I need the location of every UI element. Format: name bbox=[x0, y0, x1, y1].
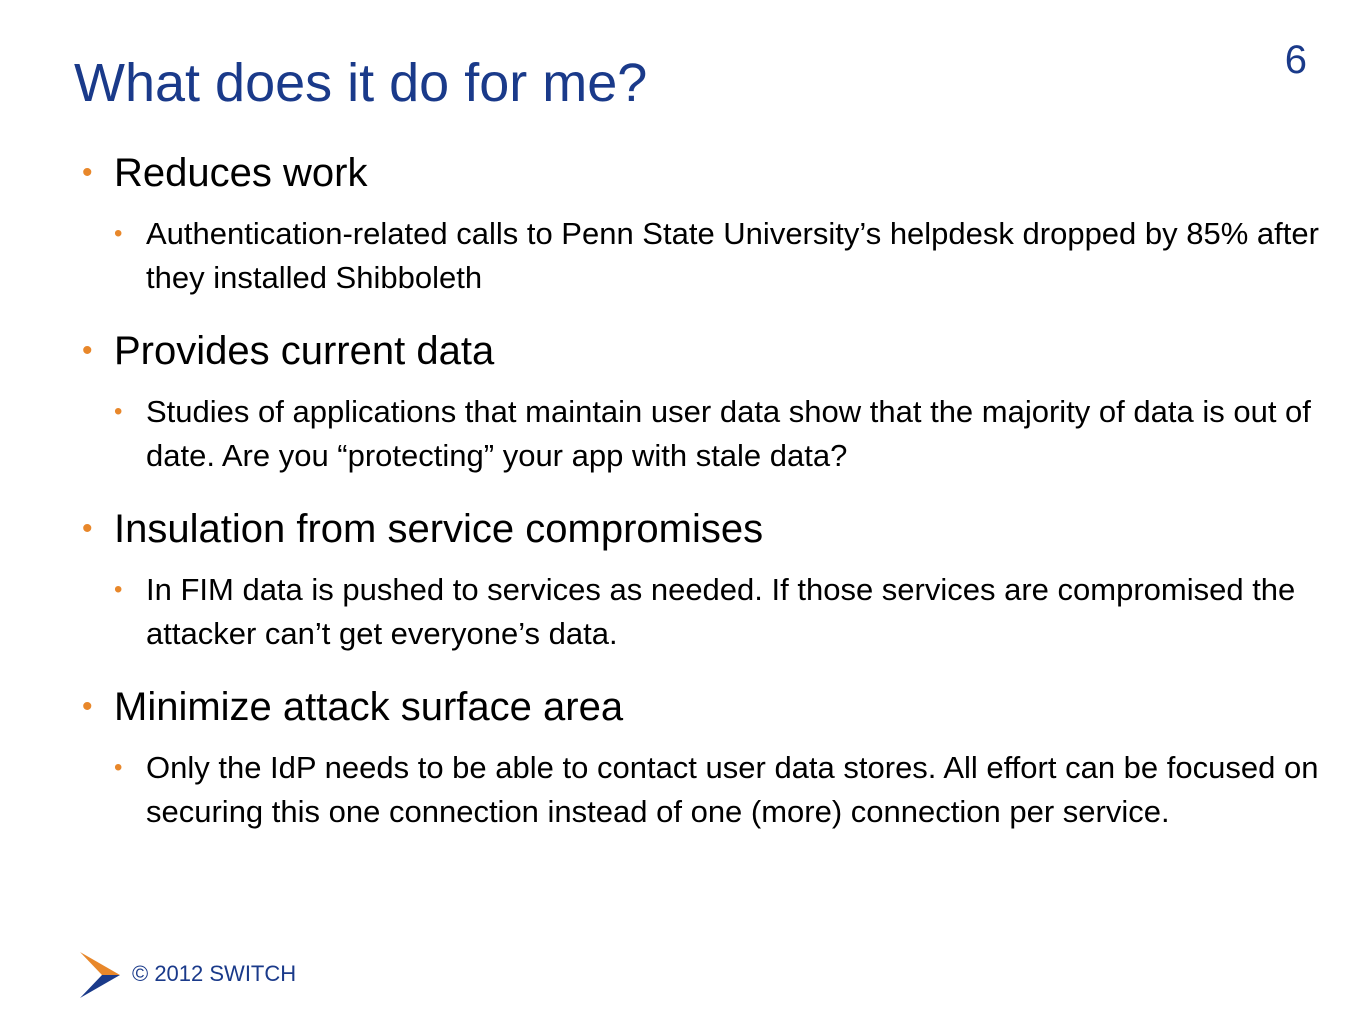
bullet-dot-icon: • bbox=[82, 512, 93, 545]
bullet-dot-icon: • bbox=[114, 398, 123, 425]
bullet-heading bbox=[82, 682, 1322, 732]
slide-number: 6 bbox=[1284, 38, 1307, 82]
slide-title: What does it do for me? bbox=[74, 53, 648, 113]
bullet-item bbox=[82, 326, 1322, 478]
bullet-detail bbox=[114, 390, 1326, 478]
bullet-heading bbox=[82, 326, 1322, 376]
bullet-dot-icon: • bbox=[114, 754, 123, 781]
bullet-dot-icon: • bbox=[82, 334, 93, 367]
bullet-heading-text: Insulation from service compromises bbox=[114, 507, 764, 551]
bullet-dot-icon: • bbox=[82, 156, 93, 189]
bullet-detail bbox=[114, 746, 1326, 834]
bullet-detail-text: Only the IdP needs to be able to contact user data stores. All effort can be focused on securing this one connection instead of one (more) connection per service. bbox=[146, 750, 1319, 829]
bullet-heading bbox=[82, 148, 1322, 198]
bullet-list bbox=[82, 148, 1322, 834]
bullet-heading bbox=[82, 504, 1322, 554]
bullet-dot-icon: • bbox=[114, 576, 123, 603]
copyright-text: © 2012 SWITCH bbox=[132, 961, 297, 986]
bullet-detail bbox=[114, 212, 1326, 300]
bullet-item bbox=[82, 504, 1322, 656]
bullet-item bbox=[82, 148, 1322, 300]
bullet-dot-icon: • bbox=[114, 220, 123, 247]
bullet-heading-text: Provides current data bbox=[114, 329, 495, 373]
bullet-detail bbox=[114, 568, 1326, 656]
bullet-item bbox=[82, 682, 1322, 834]
bullet-heading-text: Reduces work bbox=[114, 151, 368, 195]
bullet-heading-text: Minimize attack surface area bbox=[114, 685, 624, 729]
bullet-detail-text: Studies of applications that maintain user data show that the majority of data is out of date. Are you “protecting” your app with stale data? bbox=[146, 394, 1311, 473]
bullet-detail-text: In FIM data is pushed to services as needed. If those services are compromised the attacker can’t get everyone’s data. bbox=[146, 572, 1296, 651]
bullet-dot-icon: • bbox=[82, 690, 93, 723]
bullet-detail-text: Authentication-related calls to Penn State University’s helpdesk dropped by 85% after they installed Shibboleth bbox=[146, 216, 1319, 295]
switch-logo-icon bbox=[80, 952, 120, 998]
